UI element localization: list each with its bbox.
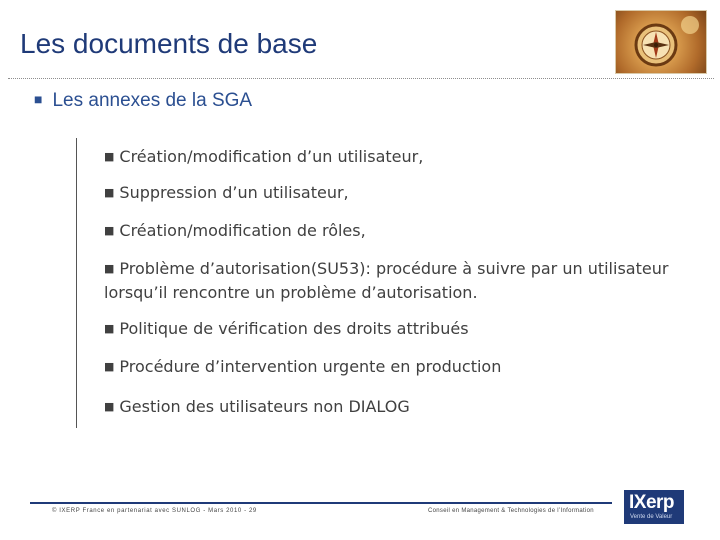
list-item (104, 220, 704, 244)
list-item (104, 318, 704, 342)
square-bullet-icon: ■ (104, 150, 115, 163)
footer-divider (30, 502, 612, 504)
list-item-text: Création/modification de rôles, (119, 221, 366, 240)
list-item-text: Création/modification d’un utilisateur, (119, 147, 424, 166)
list-item (104, 396, 704, 420)
square-bullet-icon: ■ (104, 186, 115, 199)
section-heading-text: Les annexes de la SGA (52, 90, 253, 111)
list-item (104, 356, 704, 380)
title-divider (8, 78, 714, 79)
list-item-text: Gestion des utilisateurs non DIALOG (119, 397, 410, 416)
logo-wordmark: IXerp (629, 492, 675, 513)
list-item-text: Politique de vérification des droits attribués (119, 319, 469, 338)
square-bullet-icon: ■ (104, 224, 115, 237)
square-bullet-icon: ■ (104, 322, 115, 335)
square-bullet-icon: ■ (104, 400, 115, 413)
list-item (104, 182, 704, 206)
footer-copyright: © IXERP France en partenariat avec SUNLOG - Mars 2010 - 29 (52, 508, 257, 514)
list-item (104, 146, 704, 170)
section-heading (34, 90, 252, 112)
square-bullet-icon: ■ (104, 360, 115, 373)
list-item-text: Suppression d’un utilisateur, (119, 183, 349, 202)
page-title: Les documents de base (20, 28, 318, 59)
square-bullet-icon: ■ (34, 91, 43, 107)
compass-icon (616, 11, 706, 73)
list-item-text: Procédure d’intervention urgente en production (119, 357, 502, 376)
footer-tagline: Conseil en Management & Technologies de l’Information (428, 508, 594, 514)
logo-subtext: Vente de Valeur (630, 514, 673, 520)
vertical-rule (76, 138, 77, 428)
compass-photo (615, 10, 707, 74)
company-logo (624, 490, 684, 524)
list-item (104, 258, 704, 304)
square-bullet-icon: ■ (104, 262, 115, 275)
list-item-text: Problème d’autorisation(SU53): procédure à suivre par un utilisateur lorsqu’il rencontre un problème d’autorisation. (104, 259, 669, 302)
